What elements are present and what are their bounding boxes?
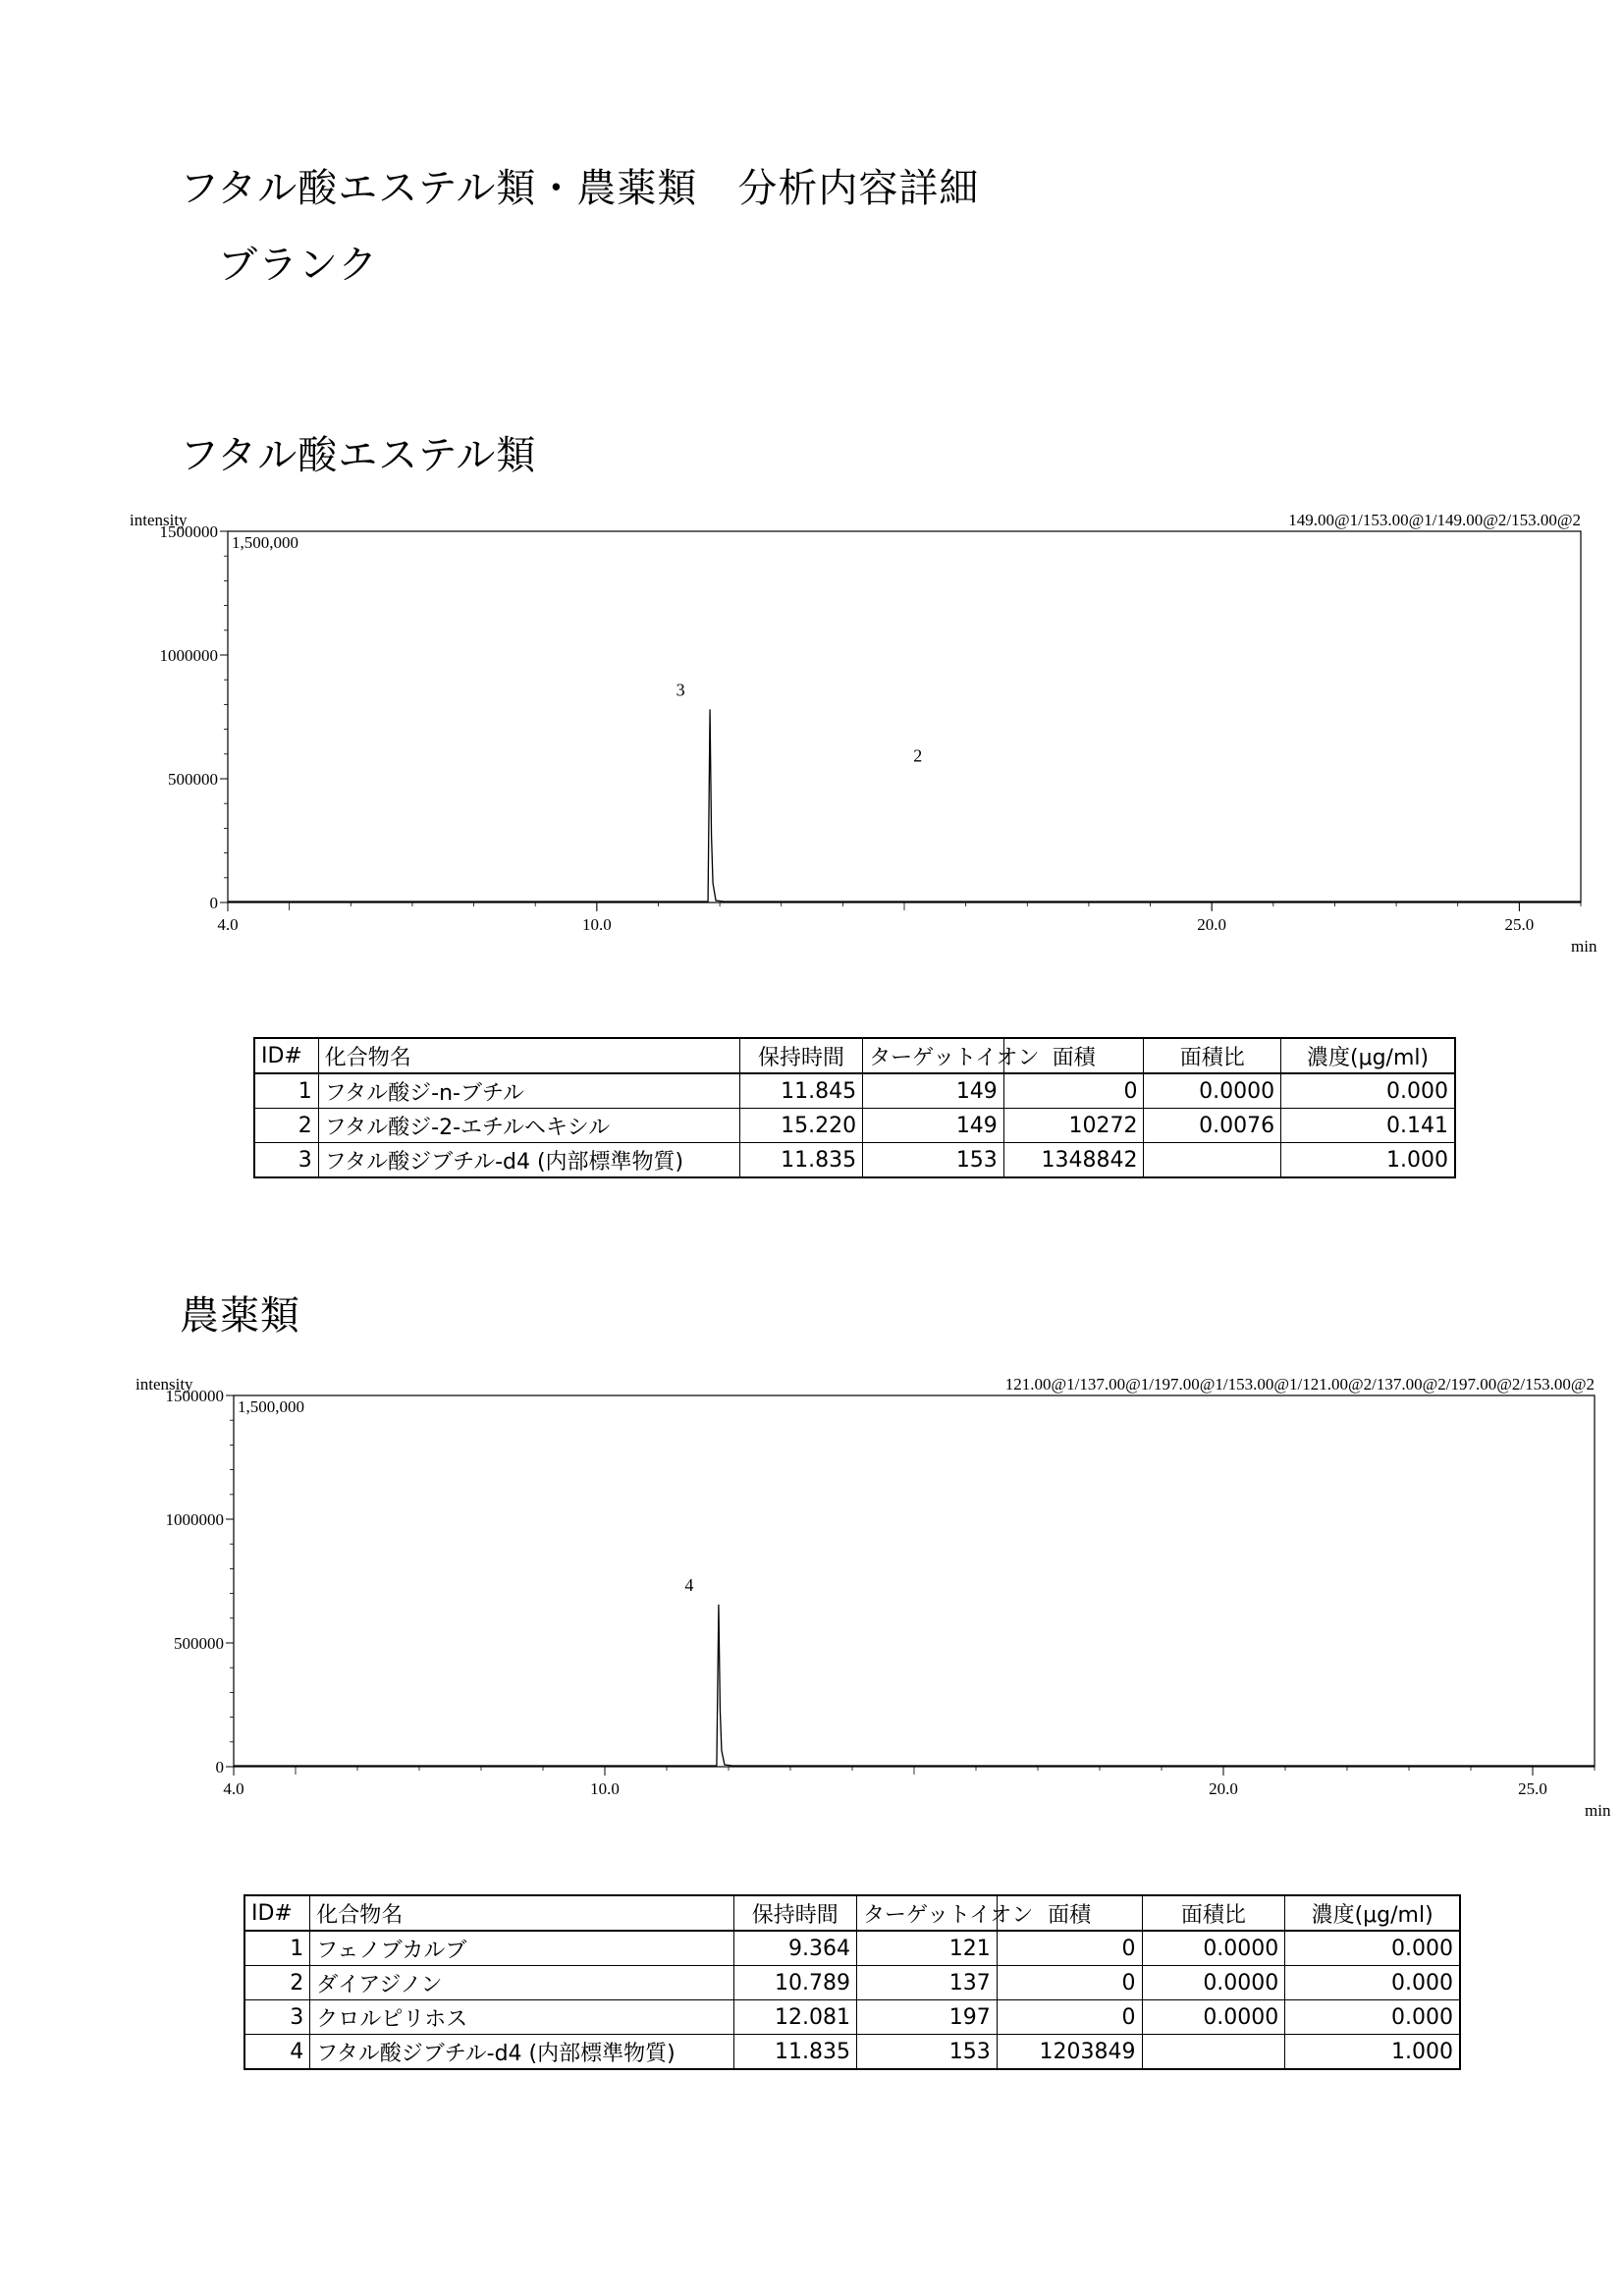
chromatogram-trace: [228, 709, 1581, 902]
cell-row-id: 2: [254, 1109, 318, 1143]
table-row: [244, 1931, 1460, 1966]
y-axis-label: intensity: [135, 1375, 193, 1394]
table-row: [254, 1073, 1455, 1109]
cell-retention-time: 9.364: [733, 1931, 857, 1966]
document-subtitle: ブランク: [218, 243, 379, 288]
header-id: ID#: [244, 1895, 310, 1931]
y-tick-label: 500000: [174, 1634, 224, 1653]
y-tick-label: 1500000: [159, 522, 218, 541]
y-tick-label: 500000: [168, 770, 218, 789]
peak-label: 3: [676, 680, 685, 700]
cell-compound-name: フタル酸ジブチル-d4 (内部標準物質): [318, 1143, 739, 1178]
x-tick-label: 20.0: [1209, 1779, 1238, 1798]
cell-concentration: 0.000: [1285, 2000, 1460, 2035]
cell-compound-name: フェノブカルブ: [310, 1931, 733, 1966]
cell-row-id: 3: [244, 2000, 310, 2035]
cell-area: 1203849: [997, 2035, 1142, 2070]
header-id: ID#: [254, 1038, 318, 1073]
header-area: 面積: [997, 1895, 1142, 1931]
channel-label: 149.00@1/153.00@1/149.00@2/153.00@2: [1288, 511, 1581, 529]
cell-area-ratio: 0.0000: [1142, 1931, 1285, 1966]
chromatogram-phthalates: [118, 506, 1597, 967]
table-row: [244, 2035, 1460, 2070]
results-table-phthalates: [253, 1037, 1456, 1178]
cell-concentration: 0.141: [1281, 1109, 1455, 1143]
cell-area: 1348842: [1003, 1143, 1144, 1178]
section-title-phthalates: フタル酸エステル類: [180, 433, 537, 478]
header-area: 面積: [1003, 1038, 1144, 1073]
cell-area-ratio: 0.0000: [1142, 2000, 1285, 2035]
x-tick-label: 25.0: [1504, 915, 1535, 934]
cell-area: 0: [997, 2000, 1142, 2035]
cell-target-ion: 137: [857, 1966, 998, 2000]
x-axis-label: min: [1585, 1801, 1611, 1820]
cell-area: 0: [997, 1931, 1142, 1966]
y-tick-label: 1000000: [165, 1510, 224, 1529]
plot-frame: [234, 1395, 1595, 1767]
cell-compound-name: クロルピリホス: [310, 2000, 733, 2035]
section-title-pesticides: 農薬類: [180, 1293, 300, 1339]
header-concentration: 濃度(μg/ml): [1281, 1038, 1455, 1073]
table-header-row: [244, 1895, 1460, 1931]
scale-label: 1,500,000: [232, 533, 298, 552]
table-header-row: [254, 1038, 1455, 1073]
x-tick-label: 10.0: [590, 1779, 620, 1798]
y-axis-label: intensity: [130, 511, 188, 529]
cell-target-ion: 153: [857, 2035, 998, 2070]
cell-retention-time: 11.835: [739, 1143, 862, 1178]
cell-retention-time: 10.789: [733, 1966, 857, 2000]
x-axis-label: min: [1571, 937, 1597, 956]
chromatogram-pesticides-svg: [128, 1370, 1611, 1831]
cell-compound-name: フタル酸ジ-2-エチルヘキシル: [318, 1109, 739, 1143]
x-tick-label: 4.0: [223, 1779, 244, 1798]
cell-row-id: 3: [254, 1143, 318, 1178]
cell-area: 0: [997, 1966, 1142, 2000]
results-table-pesticides: [243, 1894, 1461, 2070]
header-area-ratio: 面積比: [1142, 1895, 1285, 1931]
cell-target-ion: 153: [863, 1143, 1004, 1178]
cell-retention-time: 15.220: [739, 1109, 862, 1143]
table-row: [244, 1966, 1460, 2000]
cell-area-ratio: [1144, 1143, 1281, 1178]
header-retention-time: 保持時間: [739, 1038, 862, 1073]
cell-concentration: 1.000: [1281, 1143, 1455, 1178]
cell-row-id: 1: [244, 1931, 310, 1966]
cell-retention-time: 12.081: [733, 2000, 857, 2035]
peak-label: 4: [684, 1574, 694, 1595]
cell-compound-name: ダイアジノン: [310, 1966, 733, 2000]
cell-compound-name: フタル酸ジブチル-d4 (内部標準物質): [310, 2035, 733, 2070]
header-target-ion: ターゲットイオン: [857, 1895, 998, 1931]
cell-target-ion: 121: [857, 1931, 998, 1966]
scale-label: 1,500,000: [238, 1397, 304, 1416]
x-tick-label: 10.0: [581, 915, 612, 934]
chromatogram-phthalates-svg: [118, 506, 1597, 967]
cell-area-ratio: 0.0000: [1142, 1966, 1285, 2000]
plot-frame: [228, 531, 1581, 902]
cell-concentration: 0.000: [1285, 1931, 1460, 1966]
cell-concentration: 0.000: [1285, 1966, 1460, 2000]
chromatogram-pesticides: [128, 1370, 1611, 1831]
cell-row-id: 2: [244, 1966, 310, 2000]
header-compound: 化合物名: [310, 1895, 733, 1931]
document-title: フタル酸エステル類・農薬類 分析内容詳細: [180, 166, 980, 211]
y-tick-label: 0: [209, 894, 218, 912]
cell-area-ratio: 0.0076: [1144, 1109, 1281, 1143]
cell-target-ion: 149: [863, 1073, 1004, 1109]
header-concentration: 濃度(μg/ml): [1285, 1895, 1460, 1931]
cell-area: 10272: [1003, 1109, 1144, 1143]
cell-area-ratio: 0.0000: [1144, 1073, 1281, 1109]
cell-area-ratio: [1142, 2035, 1285, 2070]
chromatogram-trace: [234, 1605, 1595, 1766]
table-row: [254, 1143, 1455, 1178]
cell-target-ion: 149: [863, 1109, 1004, 1143]
header-compound: 化合物名: [318, 1038, 739, 1073]
channel-label: 121.00@1/137.00@1/197.00@1/153.00@1/121.00@2/137.00@2/197.00@2/153.00@2: [1004, 1375, 1595, 1394]
cell-concentration: 0.000: [1281, 1073, 1455, 1109]
cell-retention-time: 11.845: [739, 1073, 862, 1109]
x-tick-label: 4.0: [217, 915, 239, 934]
cell-row-id: 4: [244, 2035, 310, 2070]
cell-area: 0: [1003, 1073, 1144, 1109]
peak-label: 2: [913, 745, 923, 766]
cell-target-ion: 197: [857, 2000, 998, 2035]
cell-row-id: 1: [254, 1073, 318, 1109]
header-target-ion: ターゲットイオン: [863, 1038, 1004, 1073]
y-tick-label: 1000000: [159, 646, 218, 665]
y-tick-label: 0: [215, 1758, 224, 1777]
cell-compound-name: フタル酸ジ-n-ブチル: [318, 1073, 739, 1109]
table-row: [254, 1109, 1455, 1143]
cell-concentration: 1.000: [1285, 2035, 1460, 2070]
cell-retention-time: 11.835: [733, 2035, 857, 2070]
x-tick-label: 25.0: [1518, 1779, 1547, 1798]
table-row: [244, 2000, 1460, 2035]
header-retention-time: 保持時間: [733, 1895, 857, 1931]
header-area-ratio: 面積比: [1144, 1038, 1281, 1073]
y-tick-label: 1500000: [165, 1387, 224, 1405]
x-tick-label: 20.0: [1197, 915, 1227, 934]
